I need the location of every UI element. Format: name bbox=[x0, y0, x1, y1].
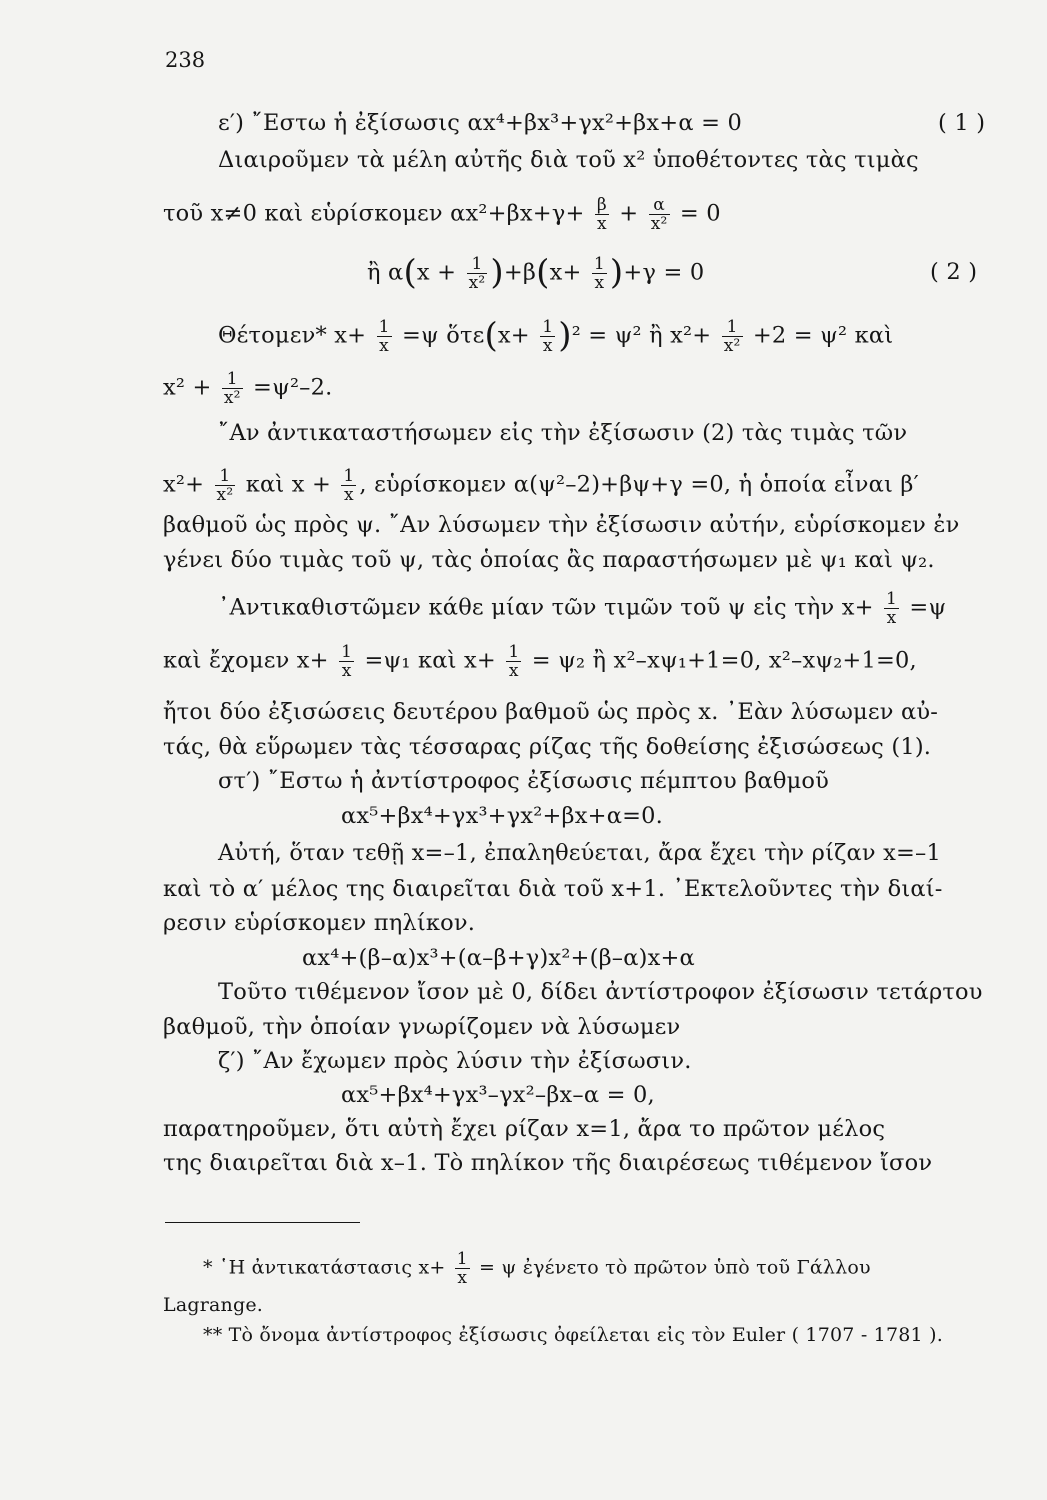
fraction: $\frac{\beta}{x}$ bbox=[596, 195, 607, 234]
text-line: στ′) ῎Εστω ἡ ἀντίστροφος ἐξίσωσις πέμπτου βαθμοῦ bbox=[218, 768, 830, 794]
text-line: ρεσιν εὑρίσκομεν πηλίκον. bbox=[163, 910, 476, 936]
text-line: ζ′) ῎Αν ἔχωμεν πρὸς λύσιν τὴν ἐξίσωσιν. bbox=[218, 1048, 692, 1074]
fraction: $\frac{1}{x}$ bbox=[341, 642, 353, 681]
text-line: ἤτοι δύο ἐξισώσεις δευτέρου βαθμοῦ ὡς πρὸς x. ᾿Εὰν λύσωμεν αὐ- bbox=[163, 699, 939, 725]
equation: αx⁴+(β–α)x³+(α–β+γ)x²+(β–α)x+α bbox=[302, 945, 695, 971]
text-line: καὶ ἔχομεν x+ $\frac{1}{x}$ =ψ₁ καὶ x+ $\frac{1}{x}$ = ψ₂ ἢ x²–xψ₁+1=0, x²–xψ₂+1=0, bbox=[163, 642, 917, 681]
text-line: τοῦ x≠0 καὶ εὑρίσκομεν αx²+βx+γ+ $\frac{\beta}{x}$ + $\frac{\alpha}{\text{x²}}$ = 0 bbox=[163, 195, 721, 234]
equation: αx⁴+βx³+γx²+βx+α = 0 bbox=[467, 110, 743, 136]
fraction: $\frac{1}{x}$ bbox=[542, 317, 554, 356]
fraction: $\frac{1}{\text{x²}}$ bbox=[723, 317, 741, 356]
text-line: Θέτομεν* x+ $\frac{1}{x}$ =ψ ὅτε(x+ $\frac{1}{x}$ )² = ψ² ἢ x²+ $\frac{1}{\text{x²}}$ +2 = ψ² καὶ bbox=[218, 315, 894, 356]
text-line: Τοῦτο τιθέμενον ἴσον μὲ 0, δίδει ἀντίστροφον ἐξίσωσιν τετάρτου bbox=[218, 979, 983, 1005]
fraction: $\frac{\alpha}{\text{x²}}$ bbox=[650, 195, 668, 234]
footnote: Lagrange. bbox=[163, 1294, 264, 1316]
equation-number: ( 1 ) bbox=[938, 110, 986, 136]
footnote: * ῾Η ἀντικατάστασις x+ $\frac{1}{x}$ = ψ ἐγένετο τὸ πρῶτον ὑπὸ τοῦ Γάλλου bbox=[203, 1249, 871, 1288]
fraction: $\frac{1}{x}$ bbox=[343, 466, 355, 505]
fraction: $\frac{1}{\text{x²}}$ bbox=[223, 369, 241, 408]
text-line: ῎Αν ἀντικαταστήσωμεν εἰς τὴν ἐξίσωσιν (2) τὰς τιμὰς τῶν bbox=[218, 420, 908, 446]
fraction: $\frac{1}{x}$ bbox=[378, 317, 390, 356]
equation: αx⁵+βx⁴+γx³+γx²+βx+α=0. bbox=[341, 803, 664, 829]
text-line: βαθμοῦ, τὴν ὁποίαν γνωρίζομεν νὰ λύσωμεν bbox=[163, 1014, 681, 1040]
text-line: Αὐτή, ὅταν τεθῇ x=–1, ἐπαληθεύεται, ἄρα ἔχει τὴν ρίζαν x=–1 bbox=[218, 840, 942, 866]
footnote-divider bbox=[165, 1222, 360, 1223]
fraction: $\frac{1}{x}$ bbox=[886, 589, 898, 628]
text-line: βαθμοῦ ὡς πρὸς ψ. ῎Αν λύσωμεν τὴν ἐξίσωσιν αὐτήν, εὑρίσκομεν ἐν bbox=[163, 512, 960, 538]
page-number: 238 bbox=[165, 48, 206, 72]
fraction: $\frac{1}{\text{x²}}$ bbox=[468, 254, 486, 293]
footnote: ** Τὸ ὄνομα ἀντίστροφος ἐξίσωσις ὀφείλεται εἰς τὸν Euler ( 1707 - 1781 ). bbox=[203, 1324, 943, 1346]
equation: αx⁵+βx⁴+γx³–γx²–βx–α = 0, bbox=[341, 1082, 655, 1108]
text-line: x²+ $\frac{1}{\text{x²}}$ καὶ x + $\frac{1}{x}$ , εὑρίσκομεν α(ψ²–2)+βψ+γ =0, ἡ ὁποία εἶναι β′ bbox=[163, 466, 919, 505]
text-line: Διαιροῦμεν τὰ μέλη αὐτῆς διὰ τοῦ x² ὑποθέτοντες τὰς τιμὰς bbox=[218, 147, 919, 173]
fraction: $\frac{1}{\text{x²}}$ bbox=[216, 466, 234, 505]
text-line: γένει δύο τιμὰς τοῦ ψ, τὰς ὁποίας ἂς παραστήσωμεν μὲ ψ₁ καὶ ψ₂. bbox=[163, 547, 935, 573]
text-line: ε′) ῎Εστω ἡ ἐξίσωσις αx⁴+βx³+γx²+βx+α = 0 bbox=[218, 110, 743, 136]
equation-number: ( 2 ) bbox=[930, 259, 978, 285]
fraction: $\frac{1}{x}$ bbox=[456, 1249, 468, 1288]
text-line: καὶ τὸ α′ μέλος της διαιρεῖται διὰ τοῦ x+1. ᾿Εκτελοῦντες τὴν διαί- bbox=[163, 876, 943, 902]
equation-line: ἢ α(x + $\frac{1}{\text{x²}}$ )+β(x+ $\frac{1}{x}$ )+γ = 0 bbox=[367, 252, 705, 293]
fraction: $\frac{1}{x}$ bbox=[593, 254, 605, 293]
text-line: παρατηροῦμεν, ὅτι αὐτὴ ἔχει ρίζαν x=1, ἄρα το πρῶτον μέλος bbox=[163, 1116, 886, 1142]
text-line: ᾿Αντικαθιστῶμεν κάθε μίαν τῶν τιμῶν τοῦ ψ εἰς τὴν x+ $\frac{1}{x}$ =ψ bbox=[218, 589, 947, 628]
fraction: $\frac{1}{x}$ bbox=[508, 642, 520, 681]
text-line: της διαιρεῖται διὰ x–1. Τὸ πηλίκον τῆς διαιρέσεως τιθέμενον ἴσον bbox=[163, 1150, 933, 1176]
text-line: x² + $\frac{1}{\text{x²}}$ =ψ²–2. bbox=[163, 369, 333, 408]
text-line: τάς, θὰ εὕρωμεν τὰς τέσσαρας ρίζας τῆς δοθείσης ἐξισώσεως (1). bbox=[163, 734, 932, 760]
